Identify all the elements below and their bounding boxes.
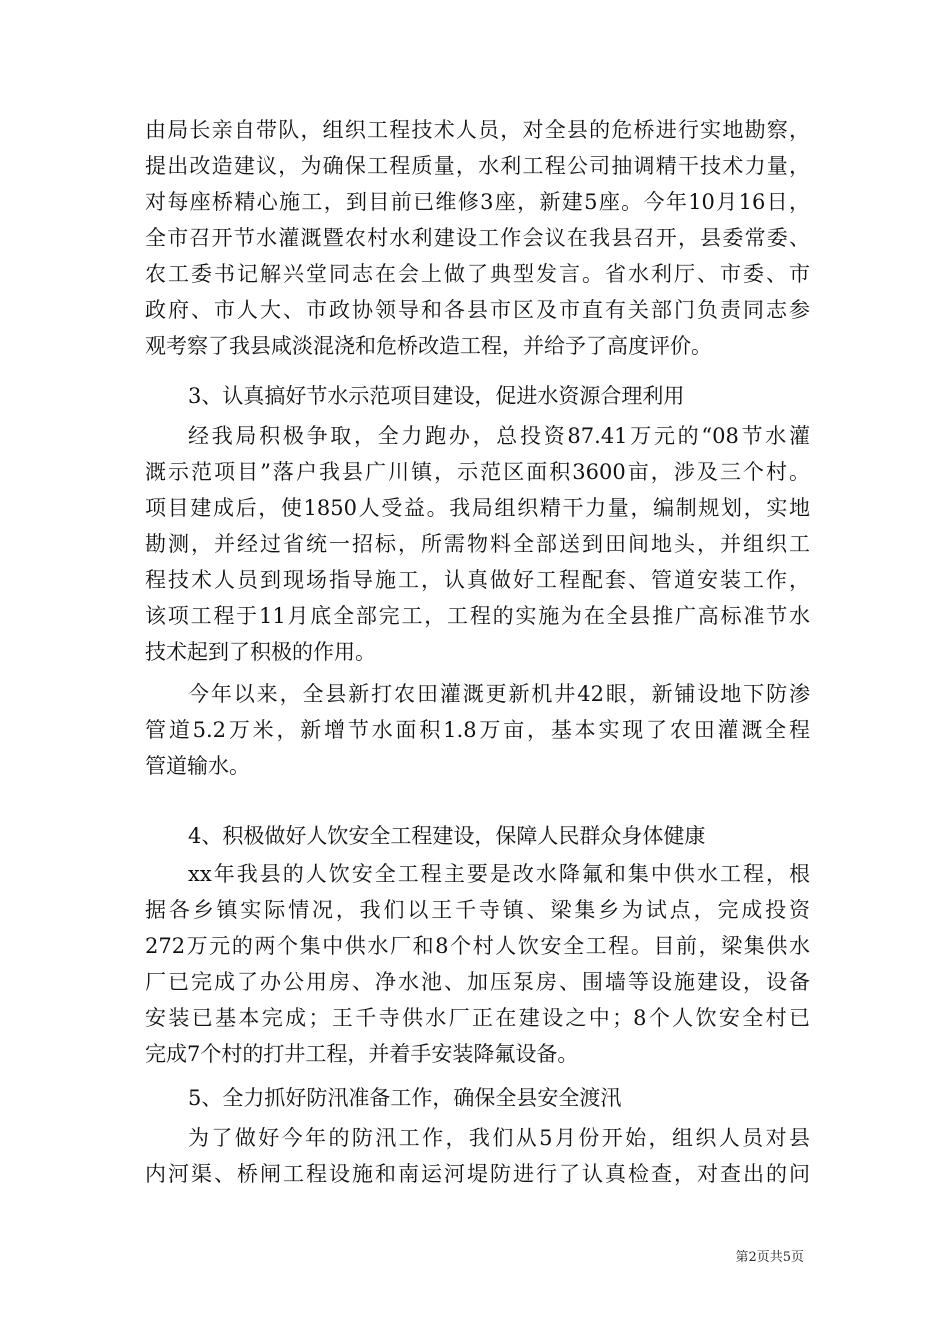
text-line: 提出改造建议，为确保工程质量，水利工程公司抽调精干技术力量， (145, 154, 810, 178)
text-line: 内河渠、桥闸工程设施和南运河堤防进行了认真检查，对查出的问 (145, 1162, 810, 1186)
text-line: 观考察了我县咸淡混浇和危桥改造工程，并给予了高度评价。 (145, 334, 712, 358)
text-line: 为了做好今年的防汛工作，我们从5月份开始，组织人员对县 (188, 1126, 810, 1150)
text-line: 安装已基本完成；王千寺供水厂正在建设之中；8个人饮安全村已 (145, 1006, 810, 1030)
text-line: 该项工程于11月底全部完工，工程的实施为在全县推广高标准节水 (145, 604, 810, 628)
text-line: 272万元的两个集中供水厂和8个村人饮安全工程。目前，梁集供水 (145, 934, 810, 958)
text-line: 勘测，并经过省统一招标，所需物料全部送到田间地头，并组织工 (145, 532, 810, 556)
text-line: 程技术人员到现场指导施工，认真做好工程配套、管道安装工作， (145, 568, 810, 592)
text-line: 政府、市人大、市政协领导和各县市区及市直有关部门负责同志参 (145, 298, 810, 322)
text-line: 今年以来，全县新打农田灌溉更新机井42眼，新铺设地下防渗 (188, 682, 810, 706)
text-line: 完成7个村的打井工程，并着手安装降氟设备。 (145, 1042, 579, 1066)
text-line: 管道输水。 (145, 754, 250, 778)
text-line: xx年我县的人饮安全工程主要是改水降氟和集中供水工程，根 (188, 862, 810, 886)
text-line: 全市召开节水灌溉暨农村水利建设工作会议在我县召开，县委常委、 (145, 226, 810, 250)
heading-text: 4、积极做好人饮安全工程建设，保障人民群众身体健康 (188, 824, 706, 848)
text-line: 厂已完成了办公用房、净水池、加压泵房、围墙等设施建设，设备 (145, 970, 810, 994)
text-line: 溉示范项目”落户我县广川镇，示范区面积3600亩，涉及三个村。 (145, 460, 810, 484)
text-line: 对每座桥精心施工，到目前已维修3座，新建5座。今年10月16日， (145, 190, 810, 214)
page-number: 第2页共5页 (735, 1250, 804, 1265)
text-line: 据各乡镇实际情况，我们以王千寺镇、梁集乡为试点，完成投资 (145, 898, 810, 922)
text-line: 农工委书记解兴堂同志在会上做了典型发言。省水利厅、市委、市 (145, 262, 810, 286)
text-line: 经我局积极争取，全力跑办，总投资87.41万元的“08节水灌 (188, 424, 810, 448)
text-line: 管道5.2万米，新增节水面积1.8万亩，基本实现了农田灌溉全程 (145, 718, 810, 742)
heading-text: 5、全力抓好防汛准备工作，确保全县安全渡汛 (188, 1086, 622, 1110)
heading-text: 3、认真搞好节水示范项目建设，促进水资源合理利用 (188, 384, 685, 408)
text-line: 项目建成后，使1850人受益。我局组织精干力量，编制规划，实地 (145, 496, 810, 520)
text-line: 由局长亲自带队，组织工程技术人员，对全县的危桥进行实地勘察， (145, 118, 810, 142)
text-line: 技术起到了积极的作用。 (145, 640, 376, 664)
